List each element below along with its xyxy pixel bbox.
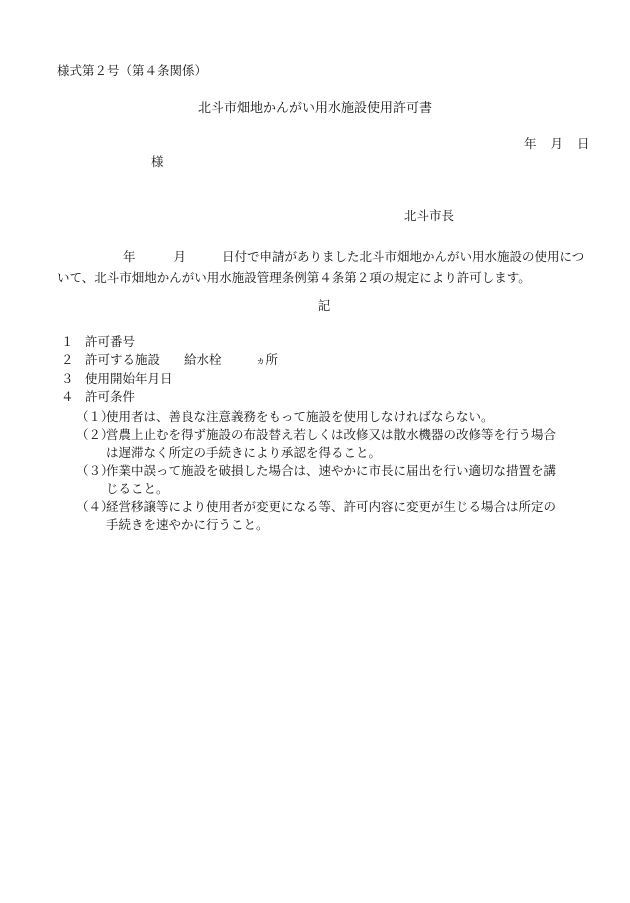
condition-1 xyxy=(76,408,592,426)
condition-number: （１） xyxy=(76,409,114,424)
body-text-b: いて、北斗市畑地かんがい用水施設管理条例第４条第２項の規定により許可します。 xyxy=(57,270,531,285)
facility-unit-suffix: 所 xyxy=(265,352,279,367)
body-paragraph xyxy=(57,246,592,288)
item-number: ３ xyxy=(61,371,74,386)
condition-4 xyxy=(76,498,592,534)
condition-number: （３） xyxy=(76,463,114,478)
issuer: 北斗市長 xyxy=(404,208,455,223)
date-month-label: 月 xyxy=(550,136,564,151)
condition-number: （４） xyxy=(76,499,114,514)
form-number: 様式第２号（第４条関係） xyxy=(57,63,208,78)
body-month: 月 xyxy=(173,249,187,264)
condition-text: 作業中誤って施設を破損した場合は、速やかに市長に届出を行い適切な措置を講 xyxy=(106,463,557,478)
item-1 xyxy=(61,336,135,349)
item-3 xyxy=(61,373,173,386)
item-label: 使用開始年月日 xyxy=(85,371,173,386)
item-label: 許可条件 xyxy=(85,389,136,404)
condition-text-cont: じること。 xyxy=(106,481,169,496)
item-number: １ xyxy=(61,334,74,349)
body-text-a: 日付で申請がありました北斗市畑地かんがい用水施設の使用につ xyxy=(222,249,585,264)
body-year: 年 xyxy=(123,249,136,264)
condition-number: （２） xyxy=(76,427,114,442)
facility-name: 給水栓 xyxy=(184,352,222,367)
item-2 xyxy=(61,354,278,367)
condition-text-cont: は遅滞なく所定の手続きにより承認を得ること。 xyxy=(106,445,382,460)
condition-text-cont: 手続きを速やかに行うこと。 xyxy=(106,517,269,532)
issue-date xyxy=(524,138,590,151)
addressee-suffix: 様 xyxy=(151,154,164,169)
facility-unit: ヵ xyxy=(255,356,266,367)
date-year-label: 年 xyxy=(524,136,537,151)
condition-3 xyxy=(76,462,592,498)
item-label: 許可番号 xyxy=(85,334,136,349)
document-title: 北斗市畑地かんがい用水施設使用許可書 xyxy=(197,101,432,116)
condition-text: 営農上止むを得ず施設の布設替え若しくは改修又は散水機器の改修等を行う場合 xyxy=(106,427,557,442)
item-number: ２ xyxy=(61,352,74,367)
date-day-label: 日 xyxy=(577,136,590,151)
item-number: ４ xyxy=(61,389,74,404)
item-label: 許可する施設 xyxy=(85,352,161,367)
item-4 xyxy=(61,391,135,404)
condition-text: 使用者は、善良な注意義務をもって施設を使用しなければならない。 xyxy=(106,409,494,424)
condition-text: 経営移譲等により使用者が変更になる等、許可内容に変更が生じる場合は所定の xyxy=(106,499,557,514)
condition-2 xyxy=(76,426,592,462)
ki-heading: 記 xyxy=(317,298,331,313)
